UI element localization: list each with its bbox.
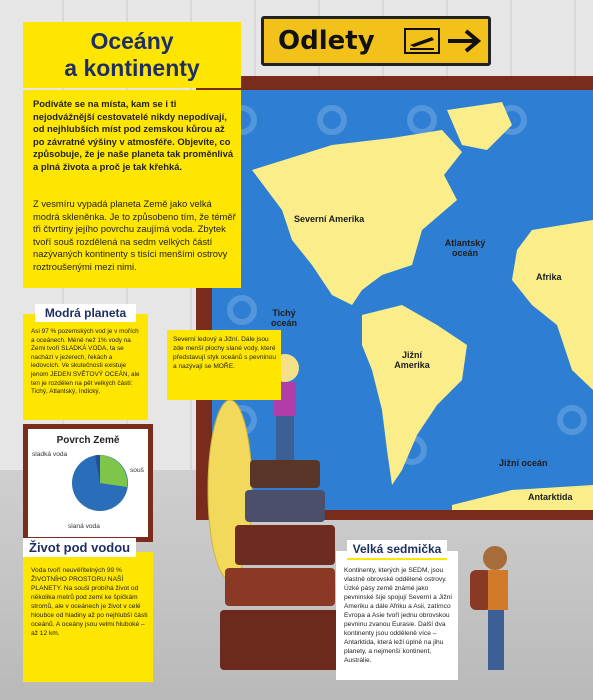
life-title: Život pod vodou — [23, 538, 136, 557]
hiker-body — [488, 570, 508, 610]
sign-label: Odlety — [278, 26, 375, 56]
label-south-america: Jižní Amerika — [394, 350, 430, 370]
departures-sign — [261, 16, 491, 66]
suitcase-stack-5 — [220, 610, 340, 670]
intro-card — [23, 90, 241, 288]
surface-pie-chart — [70, 453, 130, 513]
pie-title: Povrch Země — [56, 435, 120, 446]
life-underwater-card — [23, 540, 153, 682]
label-southern-ocean: Jižní oceán — [499, 458, 548, 468]
pie-land — [100, 455, 127, 487]
label-africa: Afrika — [536, 272, 562, 282]
seven-text: Kontinenty, kterých je SEDM, jsou vlastně obrovské oddělené ostrovy. Úzké pásy země známé jako pevninské šíje spojují Severní a Jižní Ameriku a dále Afriku a Asii, zatímco Evropa a Asie tvoří jednu obrovskou pevninu zvanou Eurasie. Další dva kontinenty jsou odděleně více – Antarktida, která leží úplně na jihu planety, a nejmenší kontinent, Austrálie. — [344, 567, 453, 664]
traveler-legs — [276, 416, 294, 460]
page-title — [23, 28, 241, 82]
label-antarctica: Antarktida — [528, 492, 573, 502]
pie-label-land: souš — [130, 467, 144, 474]
hiker-legs — [488, 610, 504, 670]
label-atlantic: Atlantský oceán — [444, 238, 486, 258]
arrow-right-icon — [446, 28, 484, 54]
blue-planet-title: Modrá planeta — [35, 304, 136, 322]
speech-text: Severní ledový a Jižní. Dále jsou zde menší plochy slané vody, které představují styk oceánů s pevninou a nazývají se MOŘE. — [173, 336, 276, 370]
title-card — [23, 22, 241, 88]
suitcase-stack-2 — [245, 490, 325, 522]
blue-planet-card — [23, 306, 148, 420]
suitcase-stack-3 — [235, 525, 335, 565]
suitcase-stack-1 — [250, 460, 320, 488]
blue-planet-text: Asi 97 % pozemských vod je v mořích a oceánech. Méně než 1% vody na Zemi tvoří SLADKÁ VODA, ta se nachází v jezerech, řekách a ledovcích. Ve skutečnosti existuje jenom JEDEN SVĚTOVÝ OCEÁN, ale ten je rozdělen na pět velkých částí: Tichý, Atlantský, Indický, — [31, 328, 140, 396]
label-north-america: Severní Amerika — [294, 214, 365, 224]
intro-lead: Podíváte se na místa, kam se i ti nejodvážnější cestovatelé nikdy nepodívají, od nejhlubších míst pod zemskou kůrou až po závratné výšiny v atmosféře. Objevíte, co způsobuje, že je naše planeta tak proměnlivá a plná života a proč je tak křehká. — [33, 98, 234, 172]
speech-bubble — [167, 330, 281, 400]
label-pacific: Tichý oceán — [270, 308, 297, 328]
page-title-line2: a kontinenty — [64, 55, 200, 81]
greenland-shape — [447, 102, 512, 150]
intro-body: Z vesmíru vypadá planeta Země jako velká modrá skleněnka. Je to způsobeno tím, že téměř tři čtvrtiny jejího povrchu zaujímá voda. Zbytek tvoří souš rozdělená na sedm velkých částí nazývaných kontinenty s tisíci menšími ostrovy roztroušenými mezi nimi. — [33, 198, 236, 272]
seven-title: Velká sedmička — [347, 540, 448, 560]
plane-departure-icon — [404, 28, 440, 54]
hiker-head — [483, 546, 507, 570]
pie-label-salt: slaná voda — [68, 523, 100, 530]
big-seven-card — [336, 542, 458, 680]
surface-pie-card — [23, 424, 153, 542]
pie-label-fresh: sladká voda — [32, 451, 68, 458]
page-title-line1: Oceány — [90, 28, 174, 54]
suitcase-stack-4 — [225, 568, 335, 606]
life-text: Voda tvoří neuvěřitelných 99 % ŽIVOTNÍHO PROSTORU NAŠÍ PLANETY. Na souši probíhá život od několika metrů pod zemí ke špičkám stromů, ale v oceánech je život v celé hloubce od hladiny až po nejhlubší části oceánů. A oceány jsou velmi hluboké – až 12 km. — [31, 567, 148, 637]
